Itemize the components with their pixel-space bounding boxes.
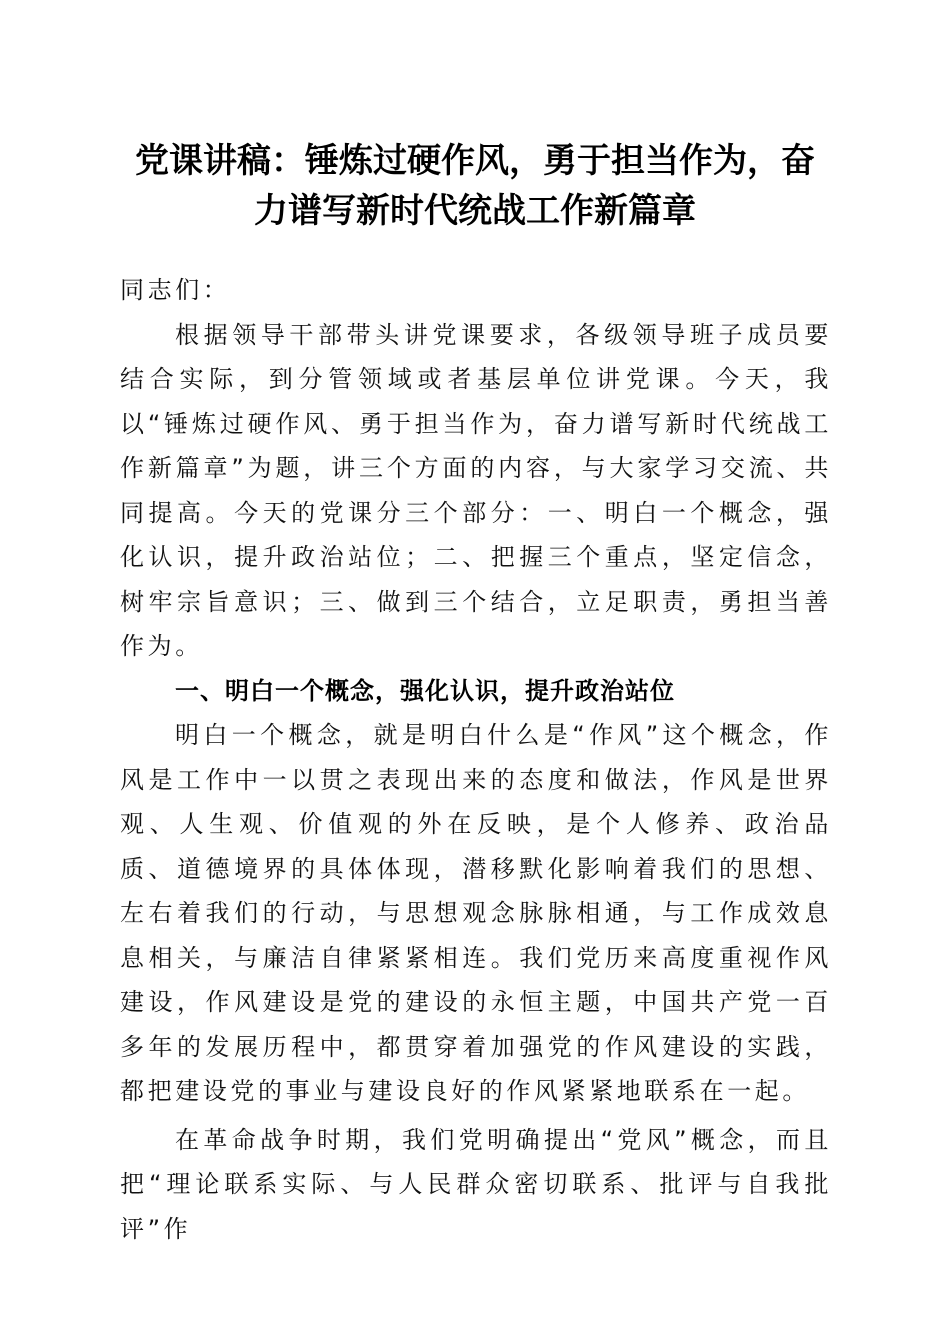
document-body — [120, 268, 832, 1251]
paragraph-intro: 根据领导干部带头讲党课要求，各级领导班子成员要结合实际，到分管领域或者基层单位讲党课。今天，我以“锤炼过硬作风、勇于担当作为，奋力谱写新时代统战工作新篇章”为题，讲三个方面的内容，与大家学习交流、共同提高。今天的党课分三个部分：一、明白一个概念，强化认识，提升政治站位；二、把握三个重点，坚定信念，树牢宗旨意识；三、做到三个结合，立足职责，勇担当善作为。 — [120, 320, 832, 660]
title-line-1: 党课讲稿：锤炼过硬作风，勇于担当作为，奋 — [135, 141, 815, 181]
section-heading-1: 一、明白一个概念，强化认识，提升政治站位 — [175, 676, 675, 705]
paragraph-revolution: 在革命战争时期，我们党明确提出“党风”概念，而且把“理论联系实际、与人民群众密切联系、批评与自我批评”作 — [120, 1125, 832, 1243]
document-title — [100, 136, 850, 236]
salutation: 同志们： — [120, 276, 231, 304]
title-line-2: 力谱写新时代统战工作新篇章 — [254, 191, 696, 231]
paragraph-section1: 明白一个概念，就是明白什么是“作风”这个概念，作风是工作中一以贯之表现出来的态度和做法，作风是世界观、人生观、价值观的外在反映，是个人修养、政治品质、道德境界的具体体现，潜移默化影响着我们的思想、左右着我们的行动，与思想观念脉脉相通，与工作成效息息相关，与廉洁自律紧紧相连。我们党历来高度重视作风建设，作风建设是党的建设的永恒主题，中国共产党一百多年的发展历程中，都贯穿着加强党的作风建设的实践，都把建设党的事业与建设良好的作风紧紧地联系在一起。 — [120, 721, 832, 1105]
